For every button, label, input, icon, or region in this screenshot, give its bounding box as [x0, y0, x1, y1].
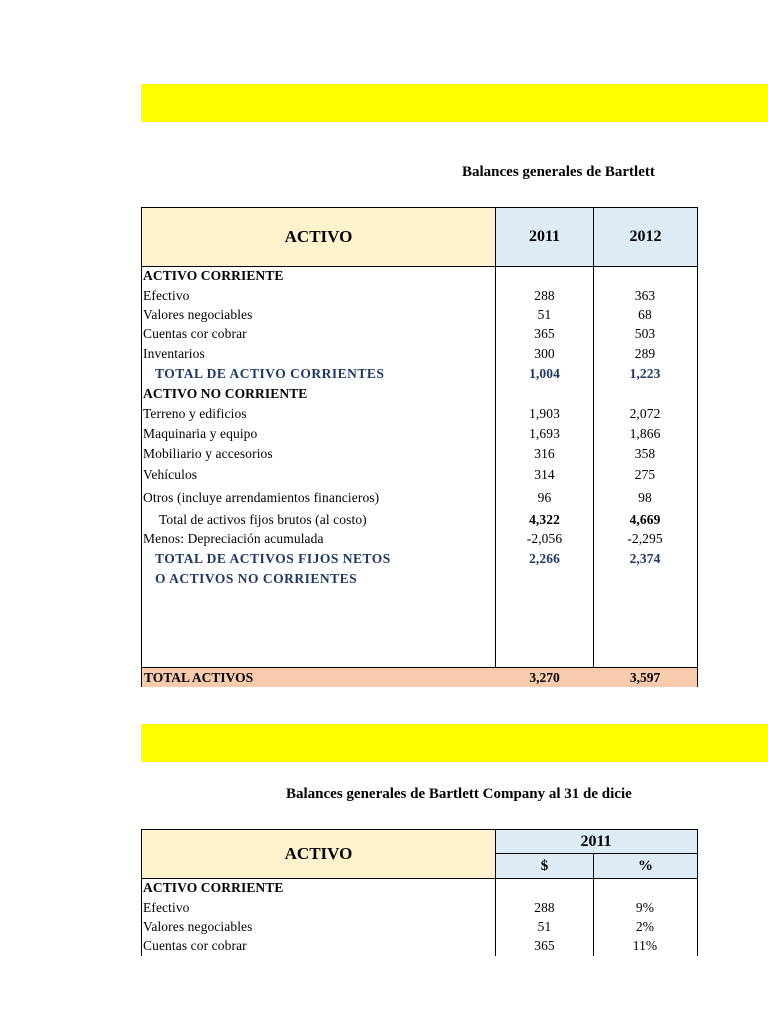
table-row	[142, 384, 697, 404]
table-row	[142, 286, 697, 306]
header-dollar: $	[495, 854, 594, 878]
row-label: Maquinaria y equipo	[143, 426, 258, 441]
balance-table-1	[141, 207, 698, 687]
row-label: Total de activos fijos brutos (al costo)	[159, 512, 367, 527]
table-row-total-assets	[142, 667, 697, 687]
total-2012: 3,597	[629, 670, 661, 685]
table-row	[142, 444, 697, 464]
value-2011: 51	[537, 307, 552, 322]
value-2011: 300	[534, 346, 555, 361]
row-label: Valores negociables	[143, 919, 253, 934]
row-label: Inventarios	[143, 346, 205, 361]
value-2012: 503	[634, 326, 656, 341]
row-label: TOTAL DE ACTIVO CORRIENTES	[155, 366, 385, 381]
row-label: Valores negociables	[143, 307, 253, 322]
value-2011: 96	[537, 490, 552, 505]
value-2012: 98	[638, 490, 652, 505]
table-row	[142, 936, 697, 956]
value-2011: 4,322	[529, 512, 560, 527]
value-2012: 363	[634, 288, 656, 303]
table-row	[142, 529, 697, 549]
table-row	[142, 344, 697, 364]
row-label: O ACTIVOS NO CORRIENTES	[155, 571, 358, 586]
highlight-bar-top	[141, 84, 768, 122]
value-2012: 358	[634, 446, 656, 461]
value-2012: 1,866	[629, 426, 661, 441]
row-label: Efectivo	[143, 900, 190, 915]
row-label: Cuentas cor cobrar	[143, 938, 247, 953]
row-label: Menos: Depreciación acumulada	[143, 531, 324, 546]
value-2011: 2,266	[529, 551, 560, 566]
header-activo: ACTIVO	[142, 208, 495, 266]
value-2012: 4,669	[629, 512, 661, 527]
value-2012: -2,295	[627, 531, 663, 546]
value-2012: 2,374	[629, 551, 661, 566]
section1-title: Balances generales de Bartlett	[462, 164, 655, 180]
row-label: ACTIVO CORRIENTE	[143, 880, 284, 895]
table-row	[142, 878, 697, 898]
header-percent: %	[594, 854, 697, 878]
value-percent: 11%	[632, 938, 658, 953]
value-percent: 2%	[635, 919, 655, 934]
value-2012: 289	[634, 346, 656, 361]
row-label: Otros (incluye arrendamientos financieros)	[143, 490, 380, 505]
table-row	[142, 898, 697, 918]
header-activo: ACTIVO	[142, 830, 495, 878]
highlight-bar-bottom	[141, 724, 768, 762]
header-year-2011: 2011	[495, 208, 594, 266]
value-2011: 1,693	[529, 426, 560, 441]
value-2012: 275	[634, 467, 656, 482]
value-2012: 68	[638, 307, 652, 322]
row-label: Terreno y edificios	[143, 406, 247, 421]
total-label: TOTAL ACTIVOS	[144, 670, 254, 685]
value-2011: 1,903	[529, 406, 560, 421]
table-row	[142, 305, 697, 325]
table-row	[142, 488, 697, 508]
table-row	[142, 324, 697, 344]
row-label: Mobiliario y accesorios	[143, 446, 273, 461]
value-dollar: 365	[534, 938, 555, 953]
table-row	[142, 917, 697, 937]
table-row-total-net-fixed	[142, 549, 697, 569]
value-2011: 1,004	[529, 366, 560, 381]
value-2011: 314	[534, 467, 555, 482]
balance-table-2	[141, 829, 698, 956]
row-label: ACTIVO CORRIENTE	[143, 268, 284, 283]
row-label: TOTAL DE ACTIVOS FIJOS NETOS	[155, 551, 391, 566]
table-row-total-current	[142, 364, 697, 384]
section2-title: Balances generales de Bartlett Company al 31 de dicie	[286, 786, 632, 802]
header-year-2012: 2012	[594, 208, 697, 266]
header-year-2011: 2011	[495, 830, 697, 854]
row-label: Cuentas cor cobrar	[143, 326, 247, 341]
table-frame	[141, 829, 698, 956]
table-row-gross-fixed-assets	[142, 510, 697, 530]
table-row	[142, 424, 697, 444]
value-2011: 288	[534, 288, 555, 303]
value-percent: 9%	[635, 900, 655, 915]
value-2011: 365	[534, 326, 555, 341]
table-row	[142, 569, 697, 589]
value-dollar: 51	[537, 919, 552, 934]
value-2011: 316	[534, 446, 555, 461]
row-label: ACTIVO NO CORRIENTE	[143, 386, 308, 401]
value-2011: -2,056	[526, 531, 563, 546]
table-row	[142, 465, 697, 485]
value-dollar: 288	[534, 900, 555, 915]
row-label: Vehículos	[143, 467, 198, 482]
value-2012: 1,223	[629, 366, 661, 381]
total-2011: 3,270	[529, 670, 560, 685]
table-row	[142, 266, 697, 286]
value-2012: 2,072	[629, 406, 661, 421]
table-row	[142, 404, 697, 424]
row-label: Efectivo	[143, 288, 190, 303]
